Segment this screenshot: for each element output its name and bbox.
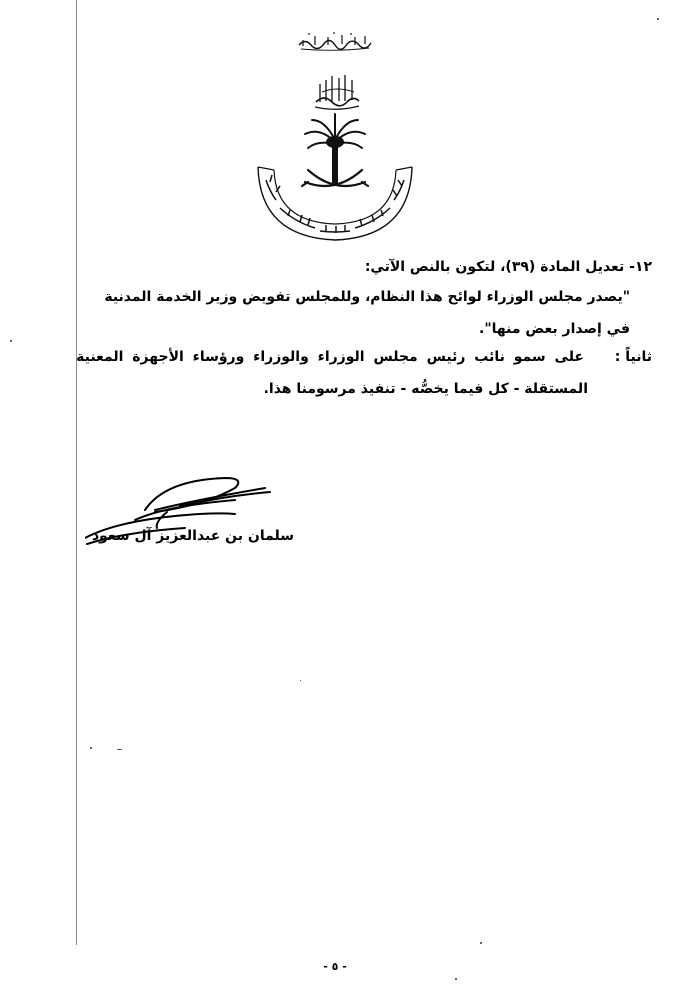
letterhead xyxy=(250,22,420,247)
scan-speck xyxy=(90,747,92,749)
scan-speck xyxy=(657,18,659,20)
margin-line xyxy=(76,0,77,945)
scan-speck xyxy=(455,978,457,980)
saudi-emblem xyxy=(250,112,420,247)
paragraph-line: على سمو نائب رئيس مجلس الوزراء والوزراء ورؤساء الأجهزة المعنية xyxy=(76,349,584,365)
scan-speck xyxy=(117,749,122,750)
amendment-heading: ١٢- تعديل المادة (٣٩)، لتكون بالنص الآتي: xyxy=(364,259,652,275)
shahada-calligraphy xyxy=(312,72,362,112)
quoted-text-line: في إصدار بعض منها". xyxy=(479,321,630,337)
quoted-text-line: "يصدر مجلس الوزراء لوائح هذا النظام، وللمجلس تفويض وزير الخدمة المدنية xyxy=(104,289,630,305)
signatory-name: سلمان بن عبدالعزيز آل سعود xyxy=(91,528,294,544)
paragraph-line: المستقلة - كل فيما يخصُّه - تنفيذ مرسومنا هذا. xyxy=(263,381,588,397)
basmala-calligraphy xyxy=(295,30,375,52)
section-label: ثانياً : xyxy=(614,349,652,365)
page-number: - ٥ - xyxy=(323,960,347,973)
scan-speck xyxy=(300,680,301,681)
scan-speck xyxy=(10,340,12,342)
scan-speck xyxy=(480,942,482,944)
